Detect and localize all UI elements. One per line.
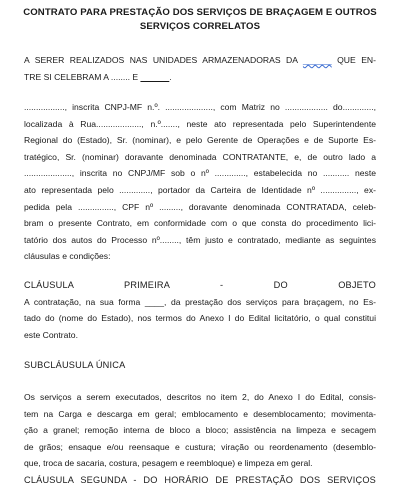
title-line-2: SERVIÇOS CORRELATOS [139, 21, 261, 32]
subclause-line: que, troca de sacaria, costura, pesagem e reembloque) e limpeza em geral. [24, 458, 313, 469]
parties-line: tatório dos autos do Processo nº........, têm justo e contratado, mediante as seguintes [24, 234, 376, 245]
clause-one-line: A contratação, na sua forma ____, da prestação dos serviços para braçagem, no Es- [24, 296, 376, 307]
heading-word: OBJETO [338, 280, 376, 290]
parties-paragraph [24, 99, 376, 265]
heading-word: - [219, 280, 224, 290]
heading-word: DO [273, 280, 288, 290]
intro-text: . [169, 71, 172, 82]
subclause-line: de grãos; ensaque e/ou reensaque e custura; viração ou reordenamento (desemblo- [24, 441, 376, 452]
intro-text: A SERER REALIZADOS NAS UNIDADES ARMAZENADORAS DA [24, 55, 303, 65]
parties-line: localizada à Rua..................., n.º......., neste ato representada pelo Superintendente [24, 118, 376, 129]
parties-line: ................., inscrita CNPJ-MF n.º. ...................., com Matriz no .................. do............., [24, 102, 376, 112]
blank-field: ______ [140, 71, 170, 82]
clause-two-heading: CLÁUSULA SEGUNDA - DO HORÁRIO DE PRESTAÇÃO DOS SERVIÇOS [24, 474, 376, 485]
intro-text: QUE EN- [331, 55, 376, 65]
subclause-line: Os serviços a serem executados, descritos no item 2, do Anexo I do Edital, consis- [24, 392, 376, 402]
intro-line-1 [24, 52, 376, 69]
clause-one [24, 277, 376, 343]
clause-one-line: este Contrato. [24, 329, 78, 340]
parties-line: ...................., inscrita no CNPJ/MF sob o nº ............., estabelecida no ........... neste [24, 168, 376, 179]
intro-text: TRE SI CELEBRAM A ........ E [24, 71, 141, 82]
parties-line: pedida pela ..............., CPF nº ........., doravante denominada CONTRATADA, celeb- [24, 201, 376, 212]
intro-paragraph [24, 52, 376, 85]
heading-word: PRIMEIRA [124, 280, 170, 290]
parties-line: ato representada pelo ............., portador da Carteira de Identidade nº ..............., ex- [24, 184, 376, 195]
parties-line: bram o presente Contrato, em conformidade com o que consta do procedimento lici- [24, 218, 376, 229]
subclause-line: tem na Carga e descarga em geral; emblocamento e desemblocamento; movimenta- [24, 408, 376, 419]
intro-line-2 [24, 69, 376, 86]
subclause-line: ção a granel; remoção interna de bloco a bloco; assistência na limpeza e secagem [24, 425, 376, 436]
parties-line: cláusulas e condições: [24, 251, 111, 262]
subclause-heading [24, 357, 376, 374]
title-line-1: CONTRATO PARA PRESTAÇÃO DOS SERVIÇOS DE BRAÇAGEM E OUTROS [23, 7, 377, 18]
parties-line: Regional do (Estado), Sr. (nominar), e pelo Gerente de Operações e de Suporte Es- [24, 135, 376, 146]
clause-one-line: tado do (nome do Estado), nos termos do Anexo I do Edital licitatório, o qual constitui [24, 313, 376, 324]
heading-word: CLÁUSULA [24, 280, 74, 290]
subclause-body [24, 389, 376, 489]
parties-line: tratégico, Sr. (nominar) doravante denominada CONTRATANTE, e, de outro lado a [24, 151, 376, 162]
subclause-title: SUBCLÁUSULA ÚNICA [24, 360, 126, 370]
misspelled-blank: ______ [302, 55, 332, 65]
document-title [20, 6, 380, 34]
clause-one-heading [24, 277, 376, 294]
